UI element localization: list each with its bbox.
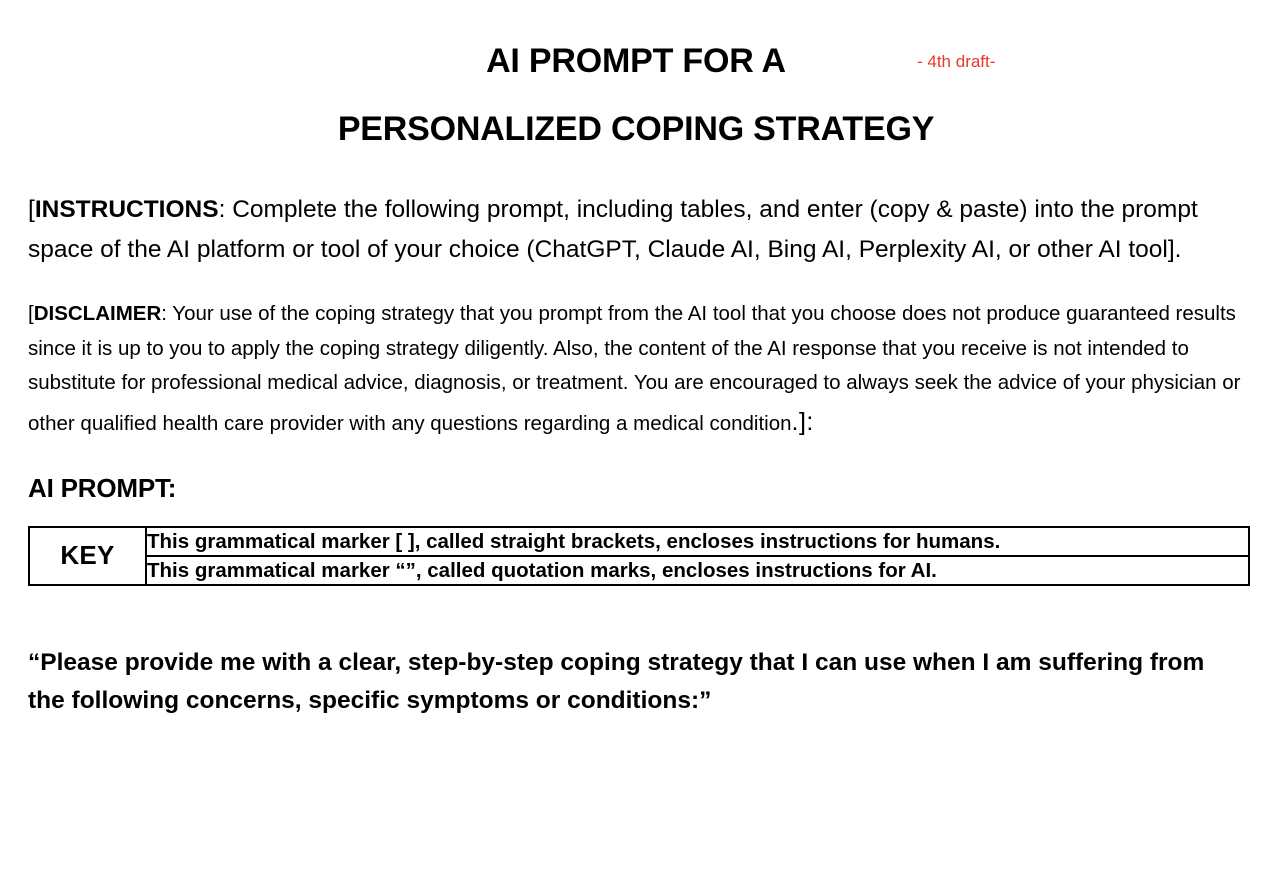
document-title-line-2: PERSONALIZED COPING STRATEGY	[337, 110, 935, 148]
disclaimer-paragraph	[28, 297, 1244, 442]
closing-prompt-quote: “Please provide me with a clear, step-by-step coping strategy that I can use when I am suffering from the following concerns, specific symptoms or conditions:”	[28, 648, 1205, 714]
title-row-primary	[28, 44, 1244, 78]
instructions-colon: :	[218, 196, 233, 223]
title-block	[28, 0, 1244, 146]
disclaimer-open-bracket: [	[28, 302, 34, 326]
draft-revision-note: - 4th draft-	[917, 52, 996, 71]
instructions-open-bracket: [	[28, 196, 35, 223]
disclaimer-colon: :	[161, 302, 173, 326]
disclaimer-closing-marker: .]:	[791, 407, 814, 436]
instructions-label: INSTRUCTIONS	[34, 196, 219, 223]
table-row	[29, 527, 1249, 556]
document-title-line-1: AI PROMPT FOR A	[486, 42, 786, 80]
key-row-quotes: This grammatical marker “”, called quotation marks, encloses instructions for AI.	[146, 556, 1249, 585]
disclaimer-body: Your use of the coping strategy that you prompt from the AI tool that you choose does not produce guaranteed results since it is up to you to apply the coping strategy diligently. Also, the content of the AI response that you receive is not intended to substitute for professional medical advice, diagnosis, or treatment. You are encouraged to always seek the advice of your physician or other qualified health care provider with any questions regarding a medical condition	[28, 302, 1241, 435]
disclaimer-label: DISCLAIMER	[33, 302, 162, 326]
instructions-body: Complete the following prompt, including tables, and enter (copy & paste) into the prompt space of the AI platform or tool of your choice (ChatGPT, Claude AI, Bing AI, Perplexity AI, or other AI tool].	[28, 196, 1198, 263]
ai-prompt-heading: AI PROMPT:	[28, 472, 177, 503]
table-row	[29, 556, 1249, 585]
key-row-brackets: This grammatical marker [ ], called straight brackets, encloses instructions for humans.	[146, 527, 1249, 556]
key-legend-table	[28, 526, 1250, 586]
key-label-cell: KEY	[29, 527, 146, 585]
instructions-paragraph	[28, 190, 1243, 269]
